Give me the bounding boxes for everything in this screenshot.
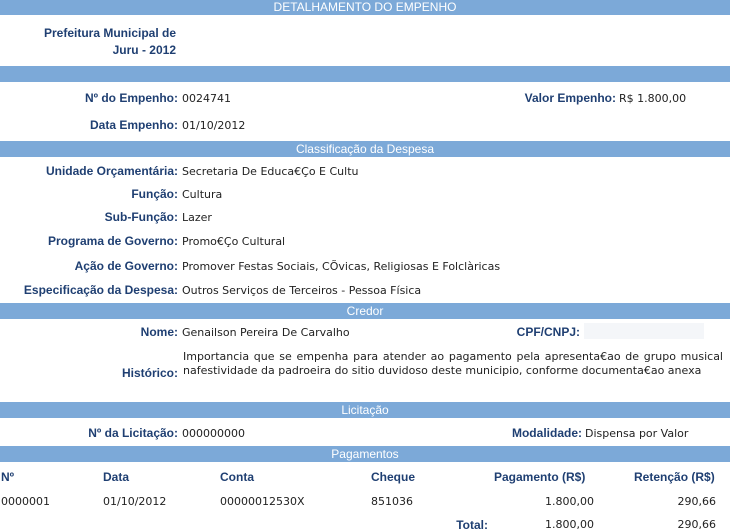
credor-nome: Genailson Pereira De Carvalho: [182, 326, 350, 339]
unidade-label: Unidade Orçamentária:: [45, 164, 178, 178]
total-label: Total:: [456, 518, 488, 532]
funcao-value: Cultura: [182, 188, 223, 201]
cpf-value-redacted: [584, 323, 704, 339]
unidade-value: Secretaria De Educa€Ço E Cultu: [182, 165, 359, 178]
licitacao-numero-label: Nº da Licitação:: [88, 426, 178, 440]
credor-section-bar: [0, 303, 730, 319]
licitacao-title: Licitação: [341, 403, 389, 417]
credor-title: Credor: [346, 304, 384, 318]
row-cheque: 851036: [371, 495, 413, 508]
org-name-line2: Juru - 2012: [112, 43, 176, 57]
empenho-valor: R$ 1.800,00: [619, 92, 687, 105]
row-retencao: 290,66: [677, 495, 716, 508]
col-header-cheque: Cheque: [371, 470, 416, 484]
org-name-line1: Prefeitura Municipal de: [43, 26, 176, 40]
col-header-data: Data: [103, 470, 130, 484]
licitacao-section-bar: [0, 402, 730, 418]
pagamentos-section-bar: [0, 446, 730, 462]
total-retencao: 290,66: [677, 518, 716, 531]
modalidade-label: Modalidade:: [511, 426, 582, 440]
empenho-numero: 0024741: [182, 92, 231, 105]
acao-label: Ação de Governo:: [74, 259, 178, 273]
col-header-numero: Nº: [1, 470, 15, 484]
row-data: 01/10/2012: [103, 495, 167, 508]
acao-value: Promover Festas Sociais, CÕvicas, Religiosas E Folclàricas: [182, 260, 501, 273]
empenho-data: 01/10/2012: [182, 119, 246, 132]
pagamentos-title: Pagamentos: [331, 447, 399, 461]
especificacao-label: Especificação da Despesa:: [23, 283, 178, 297]
cpf-label: CPF/CNPJ:: [516, 325, 580, 339]
empenho-valor-label: Valor Empenho:: [524, 91, 616, 105]
funcao-label: Função:: [131, 187, 178, 201]
subfuncao-label: Sub-Função:: [104, 210, 178, 224]
licitacao-numero: 000000000: [182, 427, 245, 440]
classificacao-section-bar: [0, 141, 730, 157]
empenho-data-label: Data Empenho:: [89, 118, 178, 132]
row-numero: 0000001: [1, 495, 50, 508]
modalidade-value: Dispensa por Valor: [585, 427, 689, 440]
especificacao-value: Outros Serviços de Terceiros - Pessoa Física: [182, 284, 422, 297]
page-header: [0, 0, 730, 15]
historico-label: Histórico:: [121, 366, 178, 380]
row-conta: 00000012530X: [220, 495, 305, 508]
programa-label: Programa de Governo:: [47, 234, 178, 248]
historico-text: Importancia que se empenha para atender ao pagamento pela apresenta€ao de grupo musical nafestividade da padroeira do sitio duvidoso deste municipio, conforme documenta€ao anexa: [183, 350, 723, 377]
col-header-pagamento: Pagamento (R$): [494, 470, 586, 484]
subfuncao-value: Lazer: [182, 211, 212, 224]
credor-nome-label: Nome:: [140, 325, 178, 339]
classificacao-title: Classificação da Despesa: [295, 142, 435, 156]
total-pagamento: 1.800,00: [545, 518, 594, 531]
programa-value: Promo€Ço Cultural: [182, 235, 286, 248]
blank-section-bar: [0, 66, 730, 82]
col-header-conta: Conta: [220, 470, 254, 484]
empenho-numero-label: Nº do Empenho:: [84, 91, 178, 105]
page-title: DETALHAMENTO DO EMPENHO: [273, 0, 457, 14]
col-header-retencao: Retenção (R$): [634, 470, 715, 484]
row-pagamento: 1.800,00: [545, 495, 594, 508]
